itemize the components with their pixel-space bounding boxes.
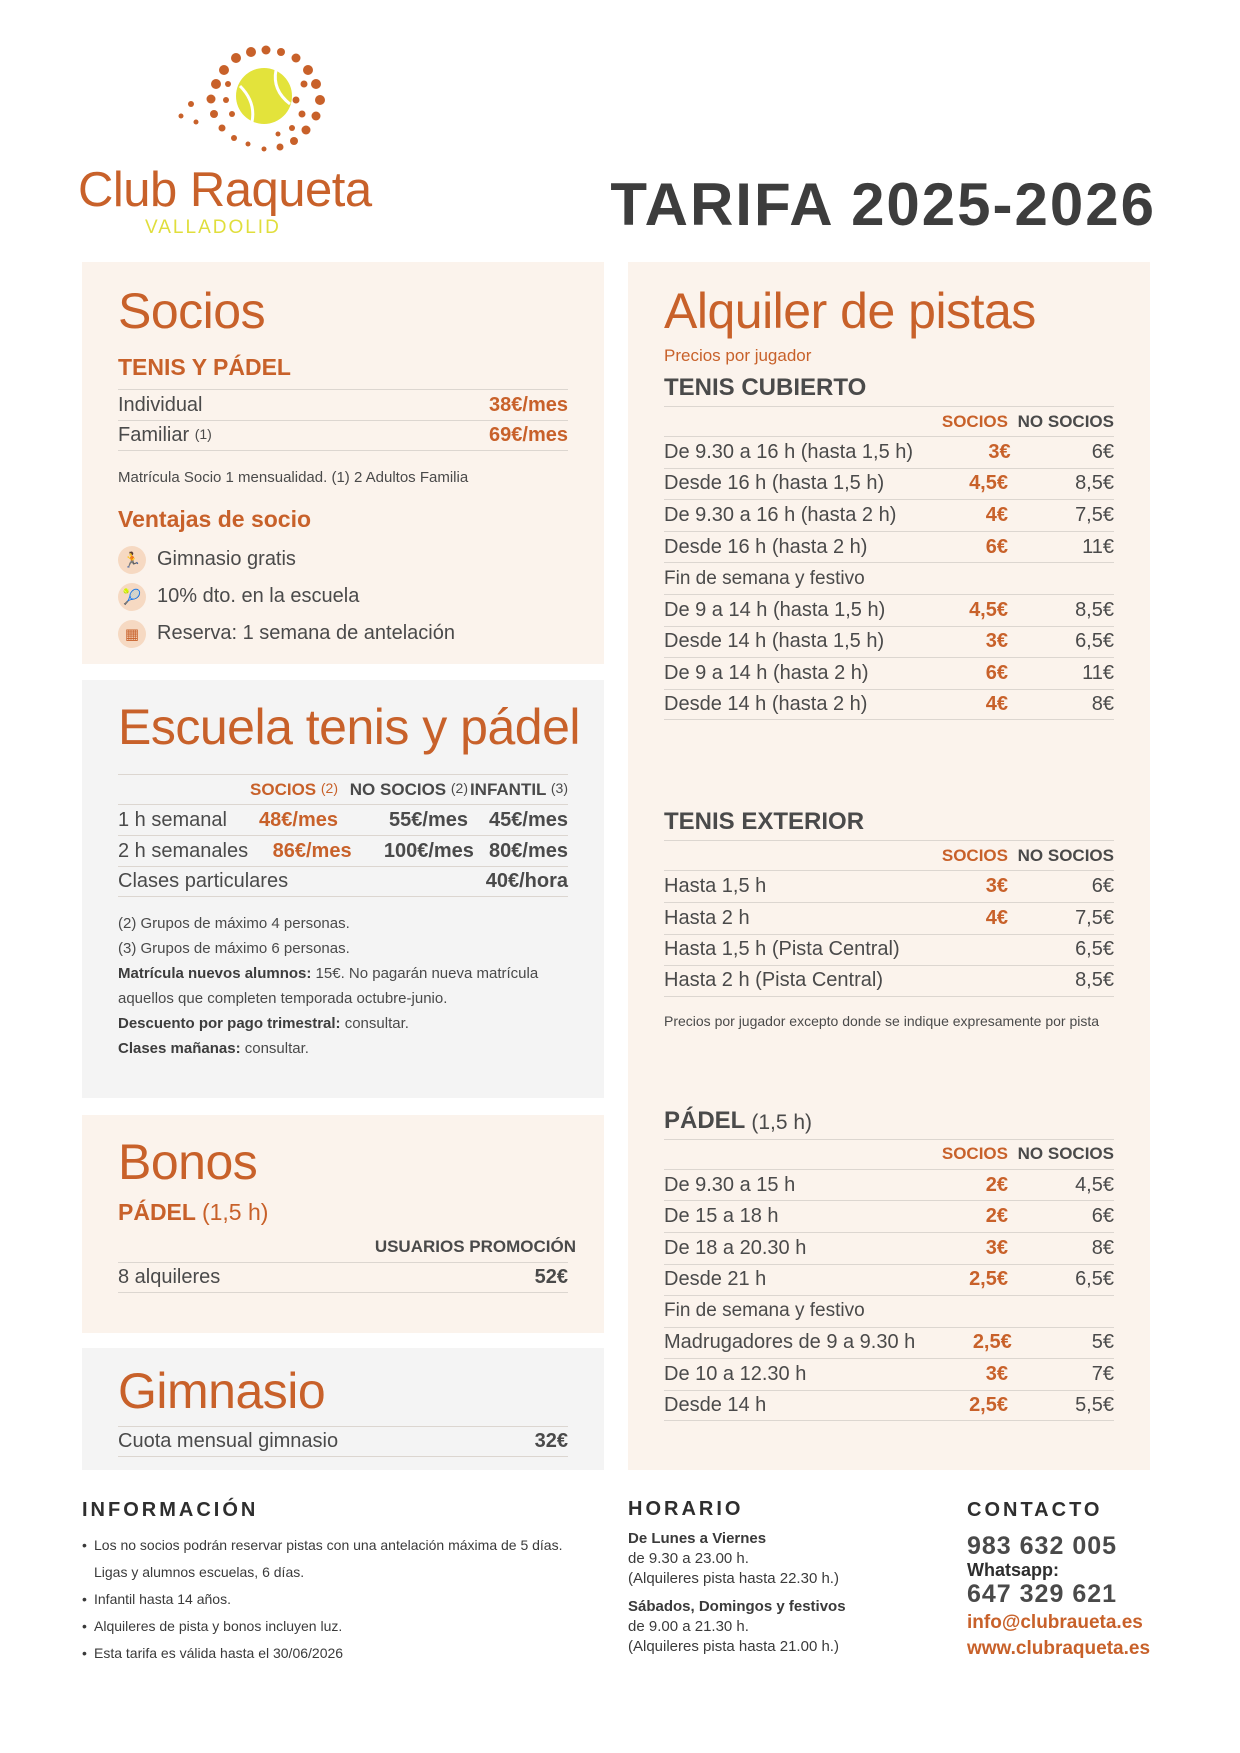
row-value: 32€	[534, 1430, 568, 1452]
info-text: Alquileres de pista y bonos incluyen luz.	[94, 1618, 343, 1634]
note-label: Clases mañanas:	[118, 1040, 241, 1057]
sub-light: (1,5 h)	[201, 1199, 269, 1225]
tenis-cubierto-header	[664, 406, 1114, 436]
row-socios: 2€	[985, 1173, 1008, 1196]
row-no-socios: 5€	[1091, 1331, 1114, 1354]
col-infantil: INFANTIL	[469, 779, 547, 799]
row-socios: 4,5€	[969, 598, 1008, 621]
horario-weekend-hours: de 9.00 a 21.30 h.	[628, 1618, 749, 1635]
socios-row-individual	[118, 389, 568, 420]
bonos-row	[118, 1262, 568, 1293]
row-label: Desde 14 h (hasta 2 h)	[664, 693, 868, 716]
price-row	[664, 1232, 1114, 1264]
horario-weekend-note: (Alquileres pista hasta 21.00 h.)	[628, 1638, 839, 1655]
tenis-cubierto-rows	[664, 436, 1114, 562]
price-row	[664, 436, 1114, 468]
tenis-cubierto-title: TENIS CUBIERTO	[664, 374, 867, 401]
horario-heading: HORARIO	[628, 1498, 744, 1520]
price-row	[664, 1264, 1114, 1296]
row-infantil: 45€/mes	[489, 808, 568, 831]
col-no-socios: NO SOCIOS	[1017, 845, 1114, 865]
row-value: 52€	[534, 1266, 568, 1288]
bonos-header	[118, 1232, 576, 1262]
row-no-socios: 7,5€	[1075, 906, 1114, 929]
col-socios: SOCIOS	[941, 1144, 1008, 1164]
row-label: 1 h semanal	[118, 808, 227, 831]
price-row	[664, 1169, 1114, 1201]
price-row	[664, 965, 1114, 997]
row-label: Desde 16 h (hasta 1,5 h)	[664, 472, 885, 495]
price-row	[664, 499, 1114, 531]
price-row	[664, 689, 1114, 721]
tenis-exterior-header	[664, 840, 1114, 870]
tennis-player-icon: 🎾	[118, 583, 146, 611]
row-no-socios: 7,5€	[1075, 503, 1114, 526]
row-no-socios: 11€	[1082, 535, 1114, 558]
ventaja-escuela	[118, 578, 568, 615]
row-no-socios: 6,5€	[1075, 938, 1114, 961]
row-label: De 9 a 14 h (hasta 2 h)	[664, 661, 869, 684]
sub-bold: PÁDEL	[118, 1199, 196, 1225]
note-matricula	[118, 961, 568, 1011]
padel-header	[664, 1139, 1114, 1169]
row-no-socios: 8,5€	[1075, 969, 1114, 992]
col-no-socios: NO SOCIOS	[1017, 1144, 1114, 1164]
bonos-panel	[82, 1115, 604, 1333]
row-no-socios: 4,5€	[1075, 1173, 1114, 1196]
row-label: De 15 a 18 h	[664, 1205, 779, 1228]
horario-weekend-label: Sábados, Domingos y festivos	[628, 1598, 846, 1615]
alquiler-panel	[628, 262, 1150, 1470]
info-item: • Los no socios podrán reservar pistas con una antelación máxima de 5 días.	[82, 1537, 563, 1553]
note-grupos-6: (3) Grupos de máximo 6 personas.	[118, 940, 350, 957]
row-no-socios: 55€/mes	[389, 808, 468, 831]
price-row	[664, 1200, 1114, 1232]
info-item	[82, 1559, 602, 1586]
row-socios: 2,5€	[969, 1394, 1008, 1417]
row-label: Desde 16 h (hasta 2 h)	[664, 535, 868, 558]
row-label: Madrugadores de 9 a 9.30 h	[664, 1331, 916, 1354]
col-no-socios: NO SOCIOS	[349, 779, 447, 799]
info-text: Esta tarifa es válida hasta el 30/06/2026	[94, 1645, 344, 1661]
row-label: Familiar	[118, 424, 190, 446]
row-socios: 3€	[985, 630, 1008, 653]
row-label: De 9.30 a 16 h (hasta 2 h)	[664, 503, 897, 526]
padel-weekend-label: Fin de semana y festivo	[664, 1295, 1114, 1327]
price-row	[664, 626, 1114, 658]
price-row	[664, 468, 1114, 500]
calendar-icon: ▦	[118, 620, 146, 648]
row-socios: 3€	[985, 1236, 1008, 1259]
escuela-panel	[82, 680, 604, 1098]
alquiler-subheading: Precios por jugador	[664, 346, 812, 365]
ventajas-heading: Ventajas de socio	[118, 506, 312, 532]
row-no-socios: 8€	[1091, 693, 1114, 716]
padel-title-light: (1,5 h)	[751, 1110, 813, 1134]
row-no-socios: 11€	[1082, 661, 1114, 684]
row-socios: 6€	[985, 661, 1008, 684]
row-label: Desde 14 h	[664, 1394, 767, 1417]
padel-weekend-rows	[664, 1327, 1114, 1422]
col-sup: (2)	[450, 779, 468, 796]
row-no-socios: 6,5€	[1075, 630, 1114, 653]
bonos-heading: Bonos	[118, 1134, 258, 1190]
escuela-notes	[118, 911, 568, 1061]
horario-weekdays-note: (Alquileres pista hasta 22.30 h.)	[628, 1570, 839, 1587]
info-text: Infantil hasta 14 años.	[94, 1591, 231, 1607]
row-infantil: 80€/mes	[489, 839, 568, 862]
row-socios: 3€	[985, 1363, 1008, 1386]
price-row	[664, 657, 1114, 689]
email-link[interactable]: info@clubraueta.es	[967, 1612, 1143, 1633]
gimnasio-row	[118, 1426, 568, 1457]
row-value: 38€/mes	[489, 393, 568, 416]
col-sup: (3)	[550, 779, 568, 796]
row-label: Desde 21 h	[664, 1268, 767, 1291]
price-row	[664, 902, 1114, 934]
price-row	[664, 594, 1114, 626]
info-text: Ligas y alumnos escuelas, 6 días.	[94, 1564, 305, 1580]
price-row	[664, 1390, 1114, 1422]
horario-weekdays-label: De Lunes a Viernes	[628, 1530, 767, 1547]
row-no-socios: 8€	[1091, 1236, 1114, 1259]
gimnasio-heading: Gimnasio	[118, 1363, 326, 1419]
row-socios: 86€/mes	[272, 839, 352, 862]
socios-note: Matrícula Socio 1 mensualidad. (1) 2 Adultos Familia	[118, 469, 469, 486]
club-logo	[78, 44, 372, 239]
escuela-row-particulares	[118, 866, 568, 897]
escuela-heading: Escuela tenis y pádel	[118, 699, 581, 755]
note-text: consultar.	[340, 1015, 409, 1032]
socios-row-familiar	[118, 420, 568, 451]
row-sup: (1)	[194, 426, 212, 442]
row-label: De 10 a 12.30 h	[664, 1363, 807, 1386]
row-no-socios: 6€	[1091, 1205, 1114, 1228]
horario-weekdays-hours: de 9.30 a 23.00 h.	[628, 1550, 749, 1567]
socios-subheading: TENIS Y PÁDEL	[118, 354, 291, 380]
row-label: De 9 a 14 h (hasta 1,5 h)	[664, 598, 886, 621]
row-no-socios: 6€	[1091, 875, 1114, 898]
col-sup: (2)	[320, 779, 338, 796]
row-no-socios: 6,5€	[1075, 1268, 1114, 1291]
row-label: Clases particulares	[118, 870, 289, 892]
info-heading: INFORMACIÓN	[82, 1499, 259, 1521]
info-text: Los no socios podrán reservar pistas con una antelación máxima de 5 días.	[94, 1537, 563, 1553]
note-label: Descuento por pago trimestral:	[118, 1015, 341, 1032]
row-label: 2 h semanales	[118, 839, 249, 862]
info-item: • Esta tarifa es válida hasta el 30/06/2026	[82, 1645, 344, 1661]
socios-heading: Socios	[118, 283, 266, 339]
tenis-cubierto-weekend-label: Fin de semana y festivo	[664, 562, 1114, 594]
row-value: 69€/mes	[489, 424, 568, 446]
row-no-socios: 7€	[1091, 1363, 1114, 1386]
page-title: TARIFA 2025-2026	[610, 171, 1156, 238]
row-value: 40€/hora	[485, 870, 568, 892]
row-label: De 18 a 20.30 h	[664, 1236, 807, 1259]
info-item: • Alquileres de pista y bonos incluyen luz.	[82, 1618, 343, 1634]
bonos-subheading	[118, 1199, 568, 1226]
note-grupos-4: (2) Grupos de máximo 4 personas.	[118, 915, 350, 932]
row-socios: 3€	[985, 875, 1008, 898]
row-label: De 9.30 a 16 h (hasta 1,5 h)	[664, 440, 914, 463]
col-no-socios: NO SOCIOS	[1017, 411, 1114, 431]
ventaja-label: Reserva: 1 semana de antelación	[157, 622, 455, 644]
col-socios: SOCIOS	[941, 411, 1008, 431]
club-name: Club Raqueta	[78, 163, 372, 217]
gimnasio-panel	[82, 1348, 604, 1470]
row-label: De 9.30 a 15 h	[664, 1173, 796, 1196]
row-socios: 3€	[988, 440, 1011, 463]
row-label: Hasta 1,5 h	[664, 875, 767, 898]
padel-title	[664, 1099, 1114, 1139]
racket-ball-logo-icon	[156, 44, 356, 154]
tenis-exterior-rows	[664, 870, 1114, 996]
row-no-socios: 8,5€	[1075, 598, 1114, 621]
row-label: Hasta 2 h (Pista Central)	[664, 969, 883, 992]
row-label: Hasta 1,5 h (Pista Central)	[664, 938, 900, 961]
escuela-row-2h	[118, 835, 568, 866]
ventaja-label: 10% dto. en la escuela	[157, 585, 360, 607]
tenis-exterior-note: Precios por jugador excepto donde se indique expresamente por pista	[664, 1012, 1100, 1029]
row-label: Hasta 2 h	[664, 906, 750, 929]
price-row	[664, 934, 1114, 966]
tenis-exterior-title: TENIS EXTERIOR	[664, 808, 865, 836]
treadmill-icon: 🏃	[118, 546, 146, 574]
row-label: Desde 14 h (hasta 1,5 h)	[664, 630, 885, 653]
note-text: consultar.	[240, 1040, 309, 1057]
row-label: 8 alquileres	[118, 1266, 221, 1288]
info-item: • Infantil hasta 14 años.	[82, 1591, 231, 1607]
ventaja-reserva	[118, 615, 568, 652]
padel-rows	[664, 1169, 1114, 1295]
contacto-heading: CONTACTO	[967, 1499, 1103, 1521]
ventaja-label: Gimnasio gratis	[157, 548, 296, 570]
row-no-socios: 100€/mes	[383, 839, 474, 862]
col-socios: SOCIOS	[941, 845, 1008, 865]
tenis-cubierto-weekend-rows	[664, 594, 1114, 720]
row-socios: 4€	[985, 906, 1008, 929]
whatsapp-label: Whatsapp:	[967, 1560, 1059, 1580]
row-label: Cuota mensual gimnasio	[118, 1430, 339, 1452]
row-socios: 48€/mes	[259, 808, 338, 831]
col-usuarios-promocion: USUARIOS PROMOCIÓN	[374, 1237, 576, 1256]
escuela-row-1h	[118, 804, 568, 835]
escuela-header	[118, 774, 568, 804]
row-socios: 4€	[985, 503, 1008, 526]
row-label: Individual	[118, 393, 203, 416]
padel-title-bold: PÁDEL	[664, 1106, 746, 1134]
note-text: 15€. No pagarán nueva matrícula aquellos que completen temporada octubre-junio.	[118, 965, 539, 1007]
row-no-socios: 8,5€	[1075, 472, 1114, 495]
price-row	[664, 870, 1114, 902]
club-city: VALLADOLID	[145, 217, 281, 238]
row-socios: 4,5€	[969, 472, 1008, 495]
row-socios: 4€	[985, 693, 1008, 716]
phone-number[interactable]: 983 632 005	[967, 1532, 1118, 1560]
alquiler-heading: Alquiler de pistas	[664, 283, 1036, 339]
row-socios: 6€	[985, 535, 1008, 558]
socios-panel	[82, 262, 604, 664]
row-socios: 2,5€	[969, 1268, 1008, 1291]
ventaja-gimnasio	[118, 541, 568, 578]
contacto-section	[967, 1499, 1167, 1661]
price-row	[664, 1327, 1114, 1359]
horario-section	[628, 1499, 928, 1657]
info-section	[82, 1499, 602, 1667]
web-link[interactable]: www.clubraqueta.es	[967, 1638, 1151, 1659]
whatsapp-number[interactable]: 647 329 621	[967, 1580, 1118, 1608]
note-label: Matrícula nuevos alumnos:	[118, 965, 312, 982]
col-socios: SOCIOS	[250, 779, 317, 799]
row-no-socios: 6€	[1091, 440, 1114, 463]
row-no-socios: 5,5€	[1075, 1394, 1114, 1417]
row-socios: 2€	[985, 1205, 1008, 1228]
note-descuento	[118, 1011, 568, 1036]
row-socios: 2,5€	[972, 1331, 1012, 1354]
note-mananas	[118, 1036, 568, 1061]
price-row	[664, 531, 1114, 563]
price-row	[664, 1358, 1114, 1390]
